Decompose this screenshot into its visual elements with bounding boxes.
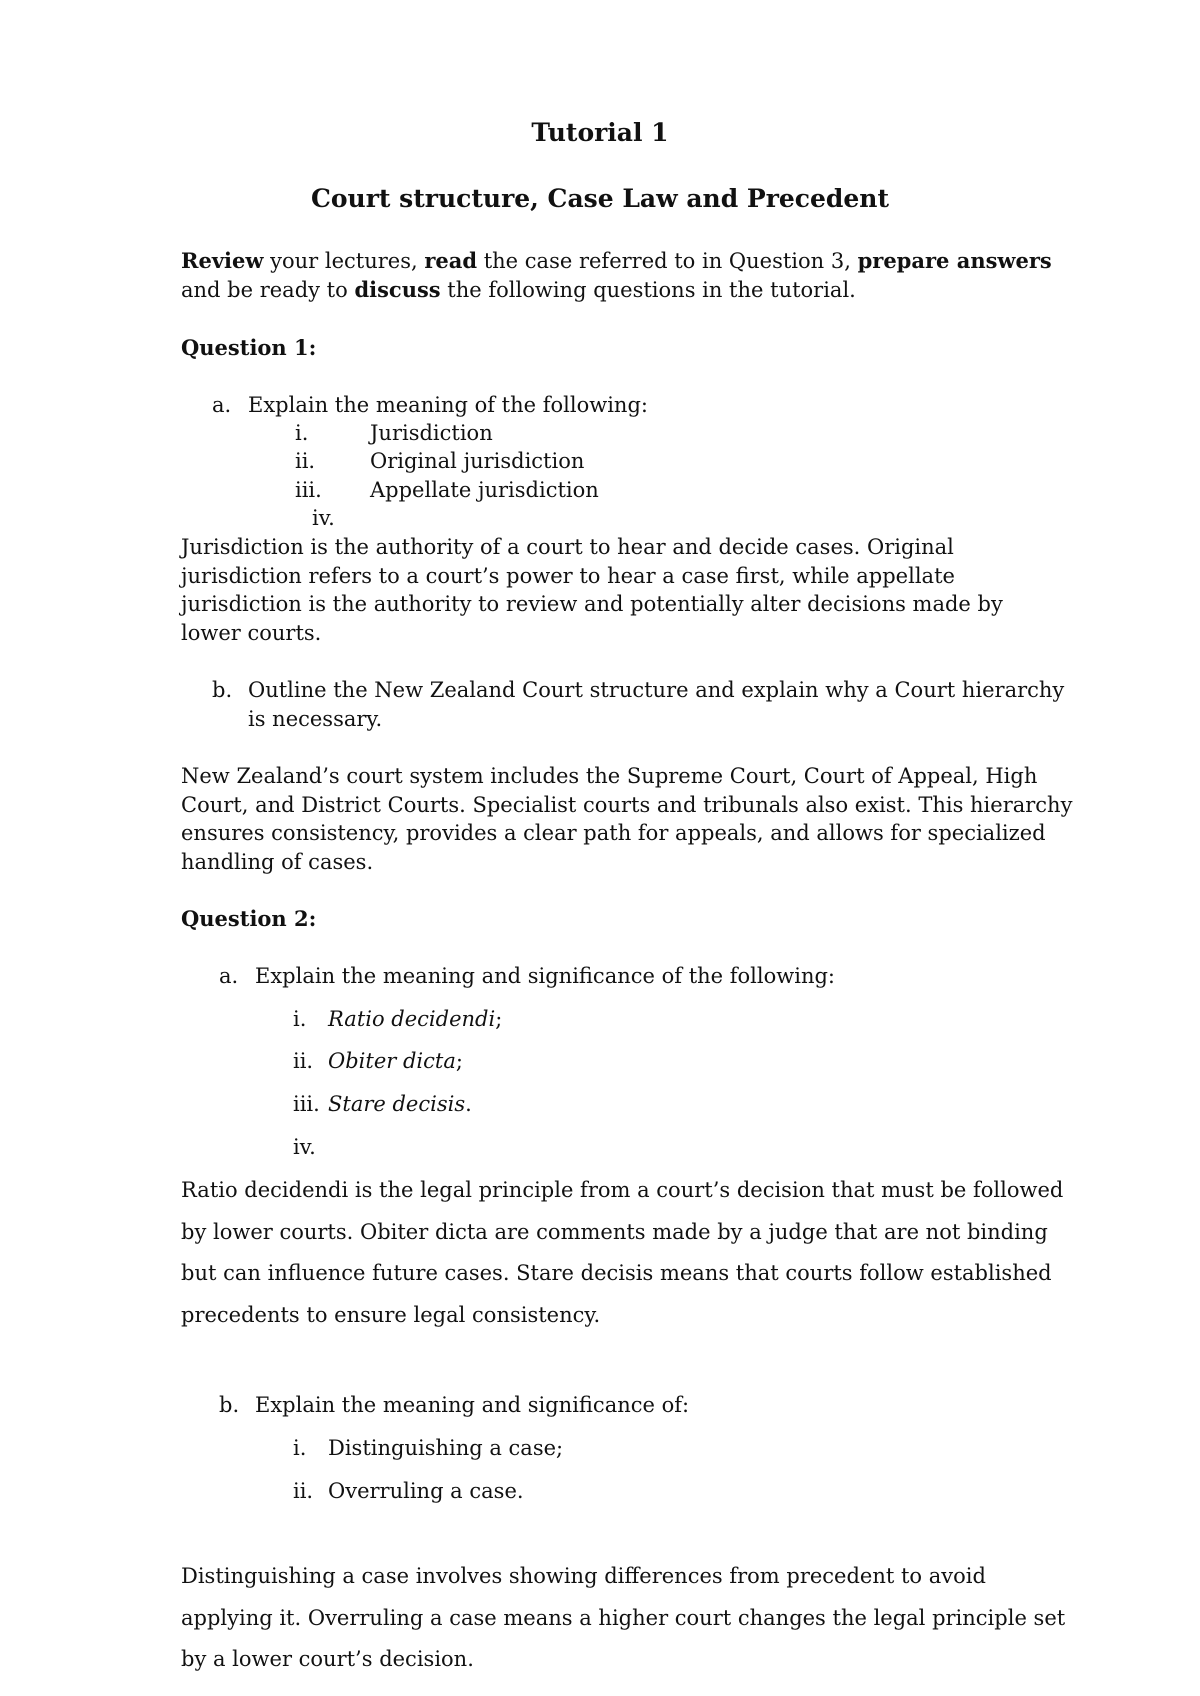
document-subtitle: Court structure, Case Law and Precedent bbox=[310, 184, 890, 213]
q1a-item-marker: i. bbox=[295, 421, 309, 445]
answer-line: Distinguishing a case involves showing differences from precedent to avoid bbox=[181, 1564, 986, 1588]
q1b-text-line: is necessary. bbox=[248, 706, 383, 731]
q2a-item-punct: . bbox=[465, 1092, 472, 1116]
q1a-item-marker: iii. bbox=[295, 478, 322, 502]
question-1-heading: Question 1: bbox=[181, 335, 317, 360]
q2b-item-text: Overruling a case. bbox=[328, 1479, 524, 1503]
intro-line-1 bbox=[181, 247, 1052, 276]
q2a-text: Explain the meaning and significance of the following: bbox=[255, 964, 835, 988]
q2a-item-marker: iv. bbox=[293, 1135, 316, 1159]
answer-line: jurisdiction refers to a court’s power to hear a case first, while appellate bbox=[181, 563, 955, 588]
question-2-heading: Question 2: bbox=[181, 906, 317, 931]
q2a-item-punct: ; bbox=[495, 1007, 503, 1031]
answer-line: by a lower court’s decision. bbox=[181, 1647, 474, 1671]
q2a-answer bbox=[181, 1170, 1064, 1336]
q2a-item-marker: i. bbox=[293, 1007, 307, 1031]
q1b-text-line: Outline the New Zealand Court structure and explain why a Court hierarchy bbox=[248, 678, 1065, 702]
answer-line: but can influence future cases. Stare decisis means that courts follow established bbox=[181, 1261, 1052, 1285]
q1a-item-marker: iv. bbox=[312, 506, 335, 530]
q1a-item-text: Appellate jurisdiction bbox=[370, 478, 599, 502]
answer-line: jurisdiction is the authority to review and potentially alter decisions made by bbox=[181, 592, 1003, 616]
answer-line: Ratio decidendi is the legal principle from a court’s decision that must be followed bbox=[181, 1178, 1064, 1202]
q2b-marker: b. bbox=[219, 1393, 240, 1417]
q1a-item-text: Original jurisdiction bbox=[370, 449, 585, 473]
q2a-item-text bbox=[328, 1047, 463, 1076]
answer-line: applying it. Overruling a case means a higher court changes the legal principle set bbox=[181, 1605, 1066, 1630]
q2a-item-punct: ; bbox=[455, 1049, 463, 1073]
q1a-marker: a. bbox=[212, 393, 232, 417]
q1a-item-marker: ii. bbox=[295, 449, 316, 473]
answer-line: handling of cases. bbox=[181, 849, 374, 874]
answer-line: ensures consistency, provides a clear path for appeals, and allows for specialized bbox=[181, 821, 1046, 845]
intro-paragraph bbox=[181, 247, 1052, 304]
answer-line: lower courts. bbox=[181, 620, 322, 645]
q2a-item-marker: ii. bbox=[293, 1049, 314, 1073]
answer-line: Jurisdiction is the authority of a court to hear and decide cases. Original bbox=[181, 535, 954, 559]
intro-text-3: and be ready to bbox=[181, 277, 355, 302]
intro-text-4: the following questions in the tutorial. bbox=[440, 277, 856, 302]
intro-line-2 bbox=[181, 276, 1041, 305]
answer-line: precedents to ensure legal consistency. bbox=[181, 1302, 601, 1327]
q2b-item-marker: i. bbox=[293, 1436, 307, 1460]
intro-review: Review bbox=[181, 248, 264, 273]
q2a-marker: a. bbox=[219, 964, 239, 988]
q2a-item-marker: iii. bbox=[293, 1092, 320, 1116]
q2a-item-term: Ratio decidendi bbox=[328, 1007, 496, 1031]
q2a-item-text bbox=[328, 1090, 472, 1119]
intro-prepare: prepare answers bbox=[857, 248, 1052, 273]
q2b-item-text: Distinguishing a case; bbox=[328, 1436, 564, 1460]
document-title: Tutorial 1 bbox=[531, 118, 669, 147]
intro-text-1: your lectures, bbox=[263, 249, 425, 273]
q2b-item-marker: ii. bbox=[293, 1479, 314, 1503]
intro-read: read bbox=[424, 248, 478, 273]
q2a-item-text bbox=[328, 1005, 502, 1034]
intro-discuss: discuss bbox=[354, 276, 441, 302]
q1b-answer bbox=[181, 762, 1073, 876]
q1b-marker: b. bbox=[212, 678, 233, 702]
q2b-answer bbox=[181, 1556, 1066, 1681]
q1a-item-text: Jurisdiction bbox=[370, 421, 493, 445]
answer-line: by lower courts. Obiter dicta are comments made by a judge that are not binding bbox=[181, 1219, 1048, 1244]
q1b-text bbox=[248, 676, 1064, 733]
q2a-item-term: Obiter dicta bbox=[328, 1049, 456, 1073]
answer-line: Court, and District Courts. Specialist courts and tribunals also exist. This hierarchy bbox=[181, 792, 1073, 817]
answer-line: New Zealand’s court system includes the Supreme Court, Court of Appeal, High bbox=[181, 764, 1038, 788]
q1a-answer bbox=[181, 533, 1041, 647]
intro-text-2: the case referred to in Question 3, bbox=[477, 249, 858, 273]
q2a-item-term: Stare decisis bbox=[328, 1092, 466, 1116]
q2b-text: Explain the meaning and significance of: bbox=[255, 1393, 690, 1417]
q1a-text: Explain the meaning of the following: bbox=[248, 393, 648, 417]
